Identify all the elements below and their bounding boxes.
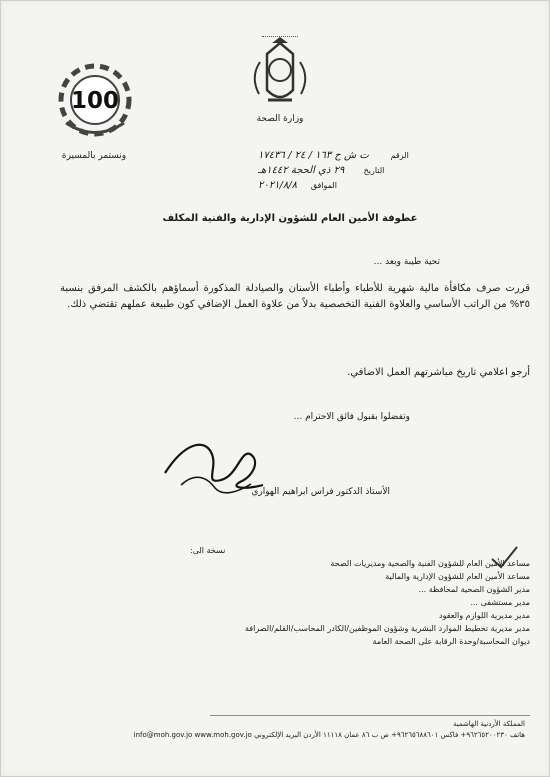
reference-number-row: [258, 148, 528, 163]
copy-recipient-6: مدير مديرية تخطيط الموارد البشرية وشؤون الموظفين/الكادر المحاسب/القلم/الصرافة: [244, 624, 530, 633]
footer-divider: [210, 715, 530, 716]
copy-recipient-1: مساعد الأمين العام للشؤون الفنية والصحية ومديريات الصحة: [330, 559, 530, 568]
letter-subject: عطوفة الأمين العام للشؤون الإدارية والفنية المكلف: [162, 213, 418, 224]
reference-gregorian-row: [258, 178, 528, 193]
letter-closing: وتفضلوا بقبول فائق الاحترام ...: [293, 412, 410, 422]
ministry-caption: وزارة الصحة: [256, 114, 304, 124]
copy-recipient-4: مدير مستشفى ...: [470, 598, 530, 607]
reference-gregorian-label: الموافق: [310, 181, 337, 190]
reference-block: [258, 148, 528, 193]
letter-body: قررت صرف مكافأة مالية شهرية للأطباء وأطباء الأسنان والصيادلة المذكورة أسماؤهم بالكشف المرفق بنسبة ٣٥% من الراتب الأساسي والعلاوة الفنية التخصصية بدلاً من علاوة العمل الإضافي كون طبيعة عملهم تقتضي ذلك.: [60, 283, 530, 310]
footer-country-name: المملكة الأردنية الهاشمية: [452, 720, 525, 728]
reference-number-label: الرقم: [390, 151, 409, 160]
centennial-logo: [48, 58, 138, 168]
reference-number-value: ت ش ح ١٦٣ / ٢٤ / ١٧٤٣٦: [258, 150, 369, 161]
copy-recipient-3: مدير الشؤون الصحية لمحافظة ...: [418, 585, 530, 594]
reference-gregorian-value: ٢٠٢١/٨/٨: [258, 180, 297, 191]
reference-date-row: [258, 163, 528, 178]
ministry-emblem: [245, 34, 315, 132]
copies-block: [190, 544, 530, 648]
letter-greeting: تحية طيبة وبعد ...: [373, 257, 440, 267]
centennial-emblem-icon: [48, 58, 138, 150]
footer-contact: [55, 719, 525, 741]
copies-title: نسخة الى:: [190, 546, 226, 555]
reference-date-label: التاريخ: [363, 166, 385, 175]
centennial-caption: ونستمر بالمسيرة: [61, 151, 127, 161]
copy-recipient-2: مساعد الأمين العام للشؤون الإدارية والمالية: [385, 572, 530, 581]
footer-contact-details: هاتف ٩٦٢٦٥٢٠٠٢٣٠+ فاكس ٩٦٢٦٥٦٨٨٦٠١+ ص ب ٨٦ عمان ١١١١٨ الأردن البريد الإلكتروني info@moh.gov.jo www.moh.gov.jo: [133, 731, 525, 739]
jordan-coat-of-arms-icon: [245, 34, 315, 114]
copy-recipient-7: ديوان المحاسبة/وحدة الرقابة على الصحة العامة: [372, 637, 530, 646]
letter-request: أرجو اعلامي تاريخ مباشرتهم العمل الاضافي.: [347, 367, 530, 378]
reference-date-value: ٢٩ ذي الحجة ١٤٤٢هـ: [258, 165, 345, 176]
copy-recipient-5: مدير مديرية اللوازم والعقود: [439, 611, 530, 620]
centennial-number: 100: [70, 88, 120, 114]
signer-name: الأستاذ الدكتور فراس ابراهيم الهواري: [251, 487, 390, 497]
